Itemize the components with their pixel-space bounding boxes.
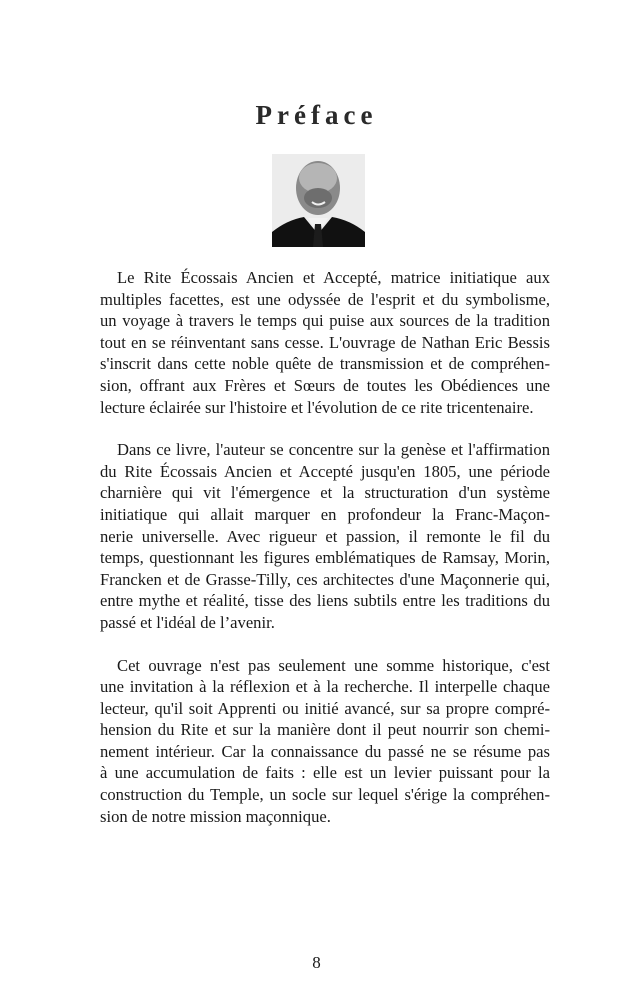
page-number: 8 — [312, 953, 321, 972]
text-line: Le Rite Écossais Ancien et Accepté, matrice initiatique aux — [117, 268, 550, 287]
text-line: une invitation à la réflexion et à la recherche. Il interpelle chaque — [100, 677, 550, 697]
text-line: initiatique qui allait marquer en profondeur la Franc-Maçon- — [100, 504, 550, 524]
text-line: Cet ouvrage n'est pas seulement une somme historique, c'est — [117, 655, 550, 675]
text-line: multiples facettes, est une odyssée de l'esprit et du symbolisme, — [100, 289, 550, 309]
text-line: construction du Temple, un socle sur lequel s'érige la compréhen- — [100, 785, 550, 805]
preface-body — [100, 267, 550, 848]
text-line: nerie universelle. Avec rigueur et passion, il remonte le fil du — [100, 526, 550, 546]
text-line: nement intérieur. Car la connaissance du passé ne se résume pas — [100, 741, 550, 761]
text-line: entre mythe et réalité, tisse des liens subtils entre les traditions du — [100, 591, 550, 611]
text-line: un voyage à travers le temps qui puise aux sources de la tradition — [100, 311, 550, 331]
paragraph-1 — [100, 267, 550, 418]
text-line: tout en se réinventant sans cesse. L'ouvrage de Nathan Eric Bessis — [100, 332, 550, 352]
portrait-image — [272, 154, 365, 247]
text-line: passé et l'idéal de l’avenir. — [100, 612, 275, 632]
paragraph-2 — [100, 439, 550, 633]
text-line: sion, offrant aux Frères et Sœurs de toutes les Obédiences une — [100, 375, 550, 395]
text-line: hension du Rite et sur la manière dont il peut nourrir son chemi- — [100, 720, 550, 740]
text-line: Francken et de Grasse-Tilly, ces architectes d'une Maçonnerie qui, — [100, 569, 550, 589]
text-line: lecture éclairée sur l'histoire et l'évolution de ce rite tricentenaire. — [100, 397, 534, 417]
text-line: charnière qui vit l'émergence et la structuration d'un système — [100, 483, 550, 503]
text-line: lecteur, qu'il soit Apprenti ou initié avancé, sur sa propre compré- — [100, 698, 550, 718]
paragraph-3 — [100, 655, 550, 828]
text-line: sion de notre mission maçonnique. — [100, 806, 331, 826]
page-title: Préface — [255, 100, 378, 130]
text-line: temps, questionnant les figures emblématiques de Ramsay, Morin, — [100, 548, 550, 568]
author-portrait — [272, 154, 365, 247]
text-line: s'inscrit dans cette noble quête de transmission et de compréhen- — [100, 354, 550, 374]
text-line: Dans ce livre, l'auteur se concentre sur la genèse et l'affirmation — [117, 440, 550, 460]
text-line: à une accumulation de faits : elle est un levier puissant pour la — [100, 763, 550, 783]
text-line: du Rite Écossais Ancien et Accepté jusqu'en 1805, une période — [100, 461, 550, 481]
